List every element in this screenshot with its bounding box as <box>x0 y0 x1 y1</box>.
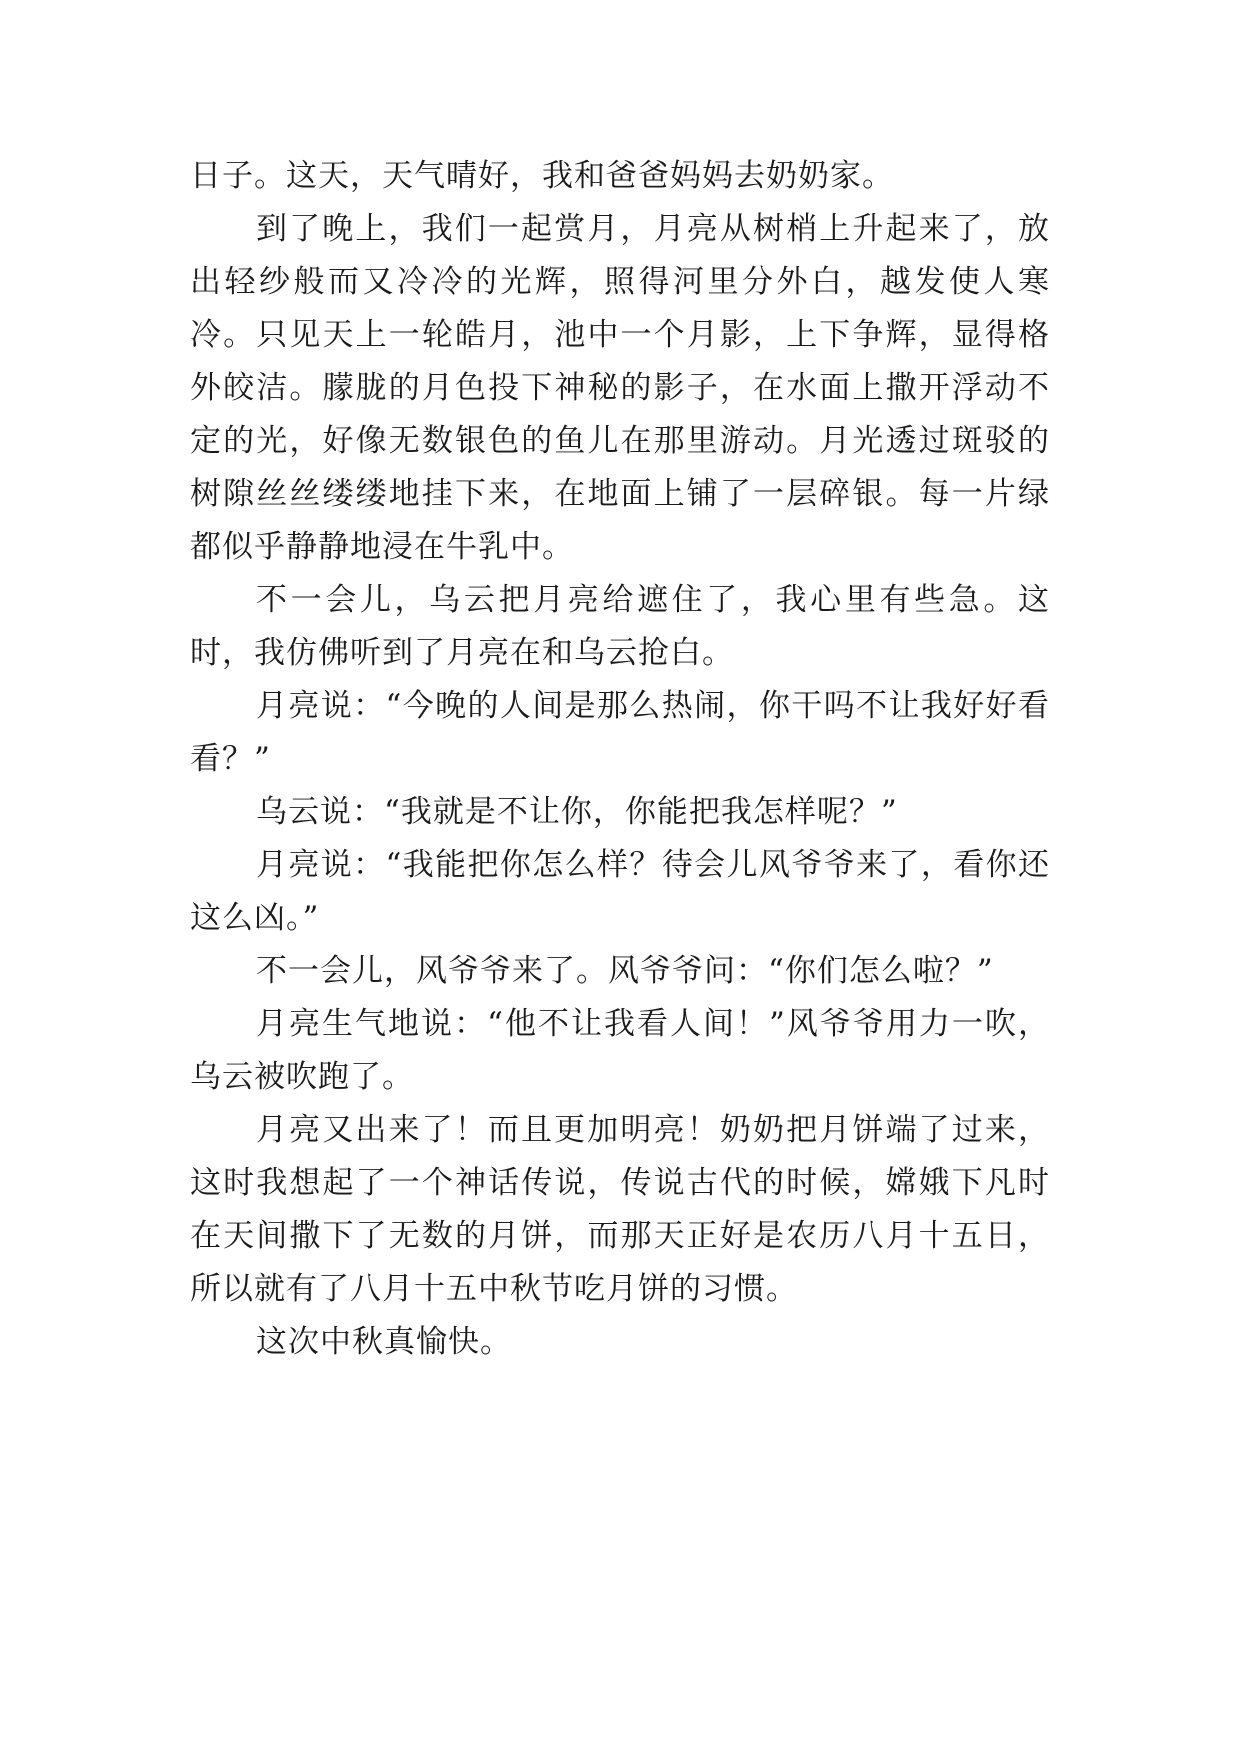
paragraph: 不一会儿，风爷爷来了。风爷爷问：“你们怎么啦？” <box>256 953 994 989</box>
paragraph: 到了晚上，我们一起赏月，月亮从树梢上升起来了，放出轻纱般而又冷冷的光辉，照得河里分外白，越发使人寒冷。只见天上一轮皓月，池中一个月影，上下争辉，显得格外皎洁。朦胧的月色投下神秘的影子，在水面上撒开浮动不定的光，好像无数银色的鱼儿在那里游动。月光透过斑驳的树隙丝丝缕缕地挂下来，在地面上铺了一层碎银。每一片绿都似乎静静地浸在牛乳中。 <box>190 211 1050 565</box>
paragraph: 这次中秋真愉快。 <box>256 1324 512 1360</box>
paragraph: 月亮说：“我能把你怎么样？待会儿风爷爷来了，看你还这么凶。” <box>190 847 1050 936</box>
document-body <box>190 150 1050 1369</box>
paragraph: 月亮生气地说：“他不让我看人间！”风爷爷用力一吹，乌云被吹跑了。 <box>190 1006 1050 1095</box>
paragraph: 不一会儿，乌云把月亮给遮住了，我心里有些急。这时，我仿佛听到了月亮在和乌云抢白。 <box>190 582 1050 671</box>
paragraph: 月亮又出来了！而且更加明亮！奶奶把月饼端了过来，这时我想起了一个神话传说，传说古代的时候，嫦娥下凡时在天间撒下了无数的月饼，而那天正好是农历八月十五日，所以就有了八月十五中秋节吃月饼的习惯。 <box>190 1112 1050 1307</box>
paragraph: 日子。这天，天气晴好，我和爸爸妈妈去奶奶家。 <box>190 158 894 194</box>
paragraph: 乌云说：“我就是不让你，你能把我怎样呢？” <box>256 794 898 830</box>
paragraph: 月亮说：“今晚的人间是那么热闹，你干吗不让我好好看看？” <box>190 688 1050 777</box>
